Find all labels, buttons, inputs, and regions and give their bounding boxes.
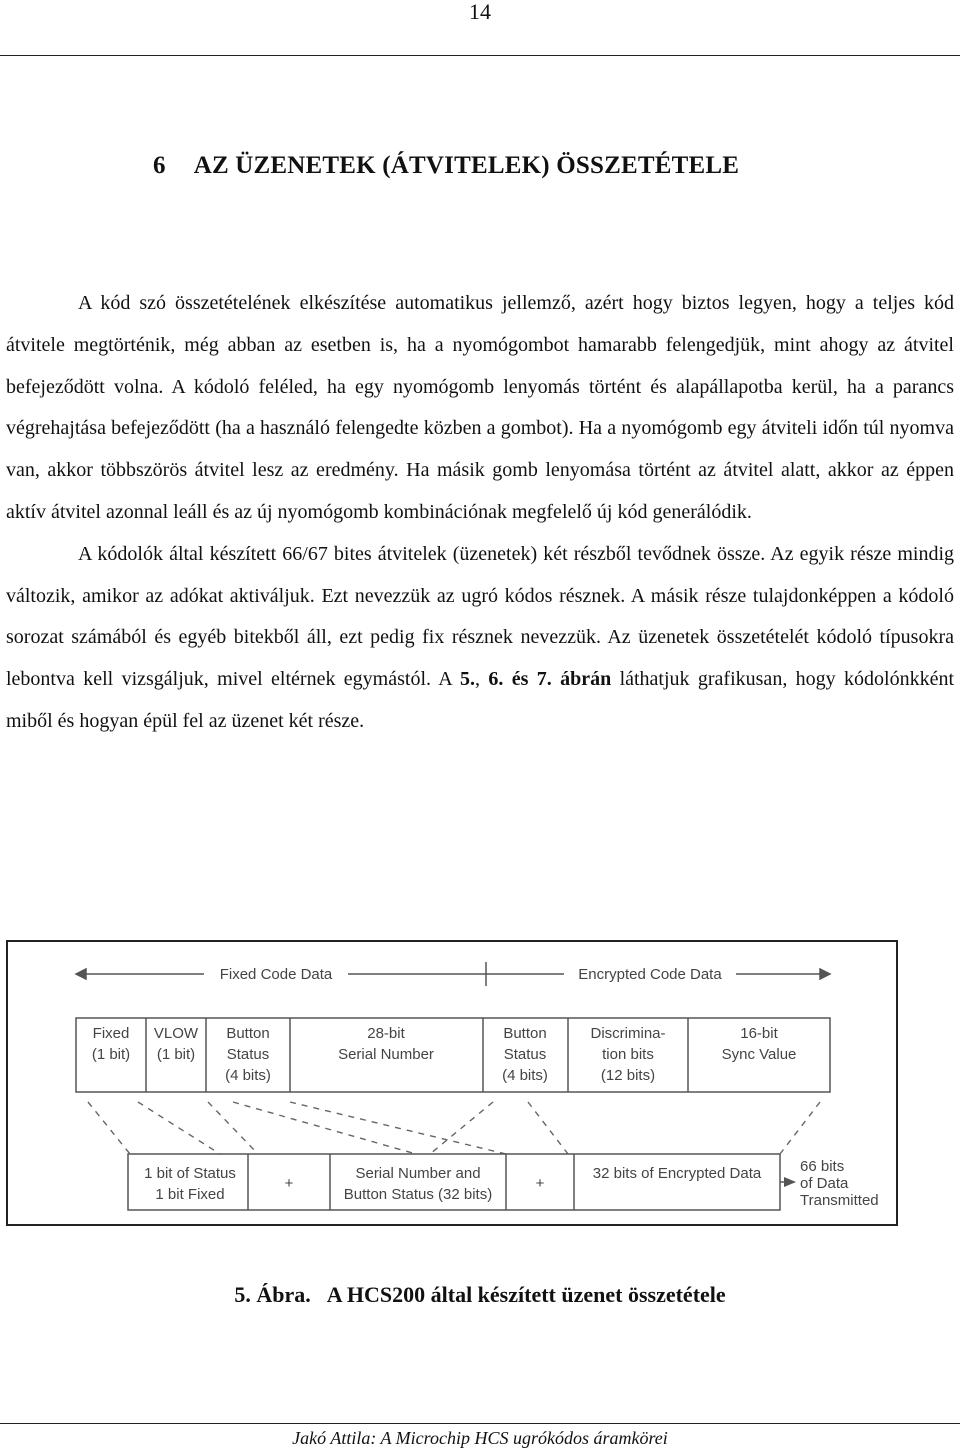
figure-caption xyxy=(0,1282,960,1308)
paragraph-2-start: A kódolók által készített 66/67 bites átvitelek (üzenetek) két részből tevődnek össze. Az egyik része mindig változik, amikor az adókat aktiváljuk. Ezt nevezzük az ugró kódos résznek. A másik része tulajdonképpen a kódoló sorozat számából és egyéb bitekből áll, ezt pedig fix résznek nevezzük. Az üzenetek összetételét kódoló típusokra lebontva kell vizsgáljuk, mivel eltérnek egymástól. A xyxy=(6,542,954,691)
header-rule xyxy=(0,55,960,56)
field-fixed-line-2: (1 bit) xyxy=(91,1046,131,1063)
field-serial-line-1: 28-bit xyxy=(367,1025,405,1042)
field-discrimination-line-3: (12 bits) xyxy=(600,1067,656,1084)
chapter-title: AZ ÜZENETEK (ÁTVITELEK) ÖSSZETÉTELE xyxy=(193,152,740,179)
page-number: 14 xyxy=(469,0,491,24)
field-button-status-enc-line-2: Status xyxy=(503,1046,547,1063)
field-discrimination-line-2: tion bits xyxy=(602,1046,654,1063)
field-button-status-enc-line-1: Button xyxy=(503,1025,547,1042)
chapter-number: 6 xyxy=(153,152,166,179)
field-fixed-line-1: Fixed xyxy=(92,1025,130,1042)
arrow-right-head xyxy=(820,969,830,979)
field-sync-line-2: Sync Value xyxy=(721,1046,797,1063)
field-button-status-enc-line-3: (4 bits) xyxy=(502,1067,548,1084)
ref-and: és xyxy=(511,668,529,691)
field-discrimination xyxy=(591,1025,666,1084)
caption-text: A HCS200 által készített üzenet összetétele xyxy=(326,1282,726,1307)
summary-serial-line-1: Serial Number and xyxy=(355,1165,481,1182)
paragraph-2 xyxy=(6,534,954,743)
total-bits-label xyxy=(800,1158,879,1209)
mapping-lines xyxy=(88,1102,820,1154)
ref-figure-word: ábrán xyxy=(560,668,612,691)
field-discrimination-line-1: Discrimina- xyxy=(590,1025,666,1042)
plus-sign-2: + xyxy=(535,1175,545,1192)
total-line-1: 66 bits xyxy=(800,1158,845,1175)
encrypted-code-data-label: Encrypted Code Data xyxy=(578,966,722,983)
total-line-2: of Data xyxy=(800,1175,849,1192)
ref-comma: , xyxy=(474,668,480,691)
field-button-status-encrypted xyxy=(502,1025,548,1084)
field-vlow-line-2: (1 bit) xyxy=(156,1046,196,1063)
field-button-status-line-1: Button xyxy=(226,1025,270,1042)
chapter-heading xyxy=(153,152,739,180)
field-button-status-line-2: Status xyxy=(226,1046,270,1063)
summary-status-line-2: 1 bit Fixed xyxy=(155,1186,225,1203)
body-text xyxy=(6,283,954,743)
total-arrow-head xyxy=(784,1177,796,1187)
field-sync-line-1: 16-bit xyxy=(740,1025,778,1042)
field-vlow xyxy=(154,1025,199,1063)
field-serial-number xyxy=(338,1025,434,1063)
field-fixed xyxy=(92,1025,130,1063)
field-sync-value xyxy=(722,1025,797,1063)
field-button-status-fixed xyxy=(225,1025,271,1084)
figure-ref-7: 7. xyxy=(536,668,552,691)
caption-label: 5. Ábra. xyxy=(234,1282,311,1307)
summary-status-line-1: 1 bit of Status xyxy=(144,1165,236,1182)
paragraph-1: A kód szó összetételének elkészítése automatikus jellemző, azért hogy biztos legyen, hogy a teljes kód átvitele megtörténik, még abban az esetben is, ha a nyomógombot hamarabb felengedjük, mint ahogy az átvitel befejeződött volna. A kódoló feléled, ha egy nyomógomb lenyomás történt és alapállapotba kerül, ha a parancs végrehajtása befejeződött (ha a használó felengedte közben a gombot). Ha a nyomógomb egy átviteli időn túl nyomva van, akkor többszörös átvitel lesz az eredmény. Ha másik gomb lenyomása történt az átvitel alatt, akkor az éppen aktív átvitel azonnal leáll és az új nyomógomb kombinációnak megfelelő új kód generálódik. xyxy=(6,292,954,523)
figure-ref-5: 5. xyxy=(459,668,475,691)
field-button-status-line-3: (4 bits) xyxy=(225,1067,271,1084)
plus-sign-1: + xyxy=(284,1175,294,1192)
summary-encrypted: 32 bits of Encrypted Data xyxy=(592,1165,762,1182)
page-footer: Jakó Attila: A Microchip HCS ugrókódos áramkörei xyxy=(292,1428,668,1448)
footer-rule xyxy=(0,1423,960,1424)
summary-status-fixed xyxy=(144,1165,236,1203)
total-line-3: Transmitted xyxy=(800,1192,879,1209)
fixed-code-data-label: Fixed Code Data xyxy=(219,966,333,983)
summary-serial-line-2: Button Status (32 bits) xyxy=(343,1186,493,1203)
message-structure-figure xyxy=(6,940,898,1226)
arrow-left-head xyxy=(76,969,86,979)
field-vlow-line-1: VLOW xyxy=(153,1025,199,1042)
field-serial-line-2: Serial Number xyxy=(338,1046,434,1063)
figure-ref-6: 6. xyxy=(488,668,504,691)
message-structure-diagram xyxy=(8,942,896,1224)
summary-serial-button xyxy=(344,1165,492,1203)
paragraph-2-end: láthatjuk grafikusan, hogy kódolónkként miből és hogyan épül fel az üzenet két része. xyxy=(6,668,955,732)
